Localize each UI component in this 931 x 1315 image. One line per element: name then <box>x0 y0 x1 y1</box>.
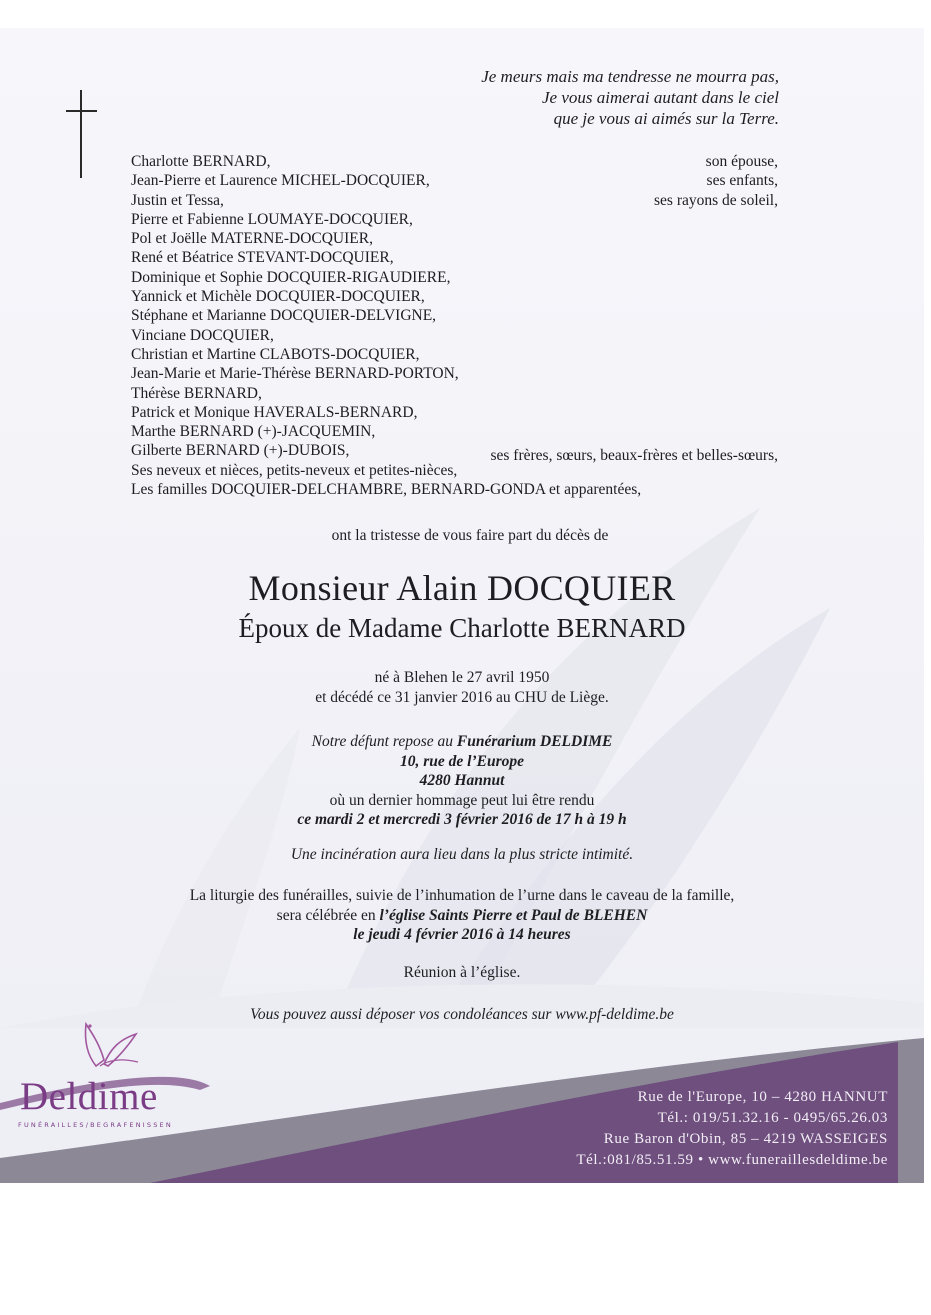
family-line: Thérèse BERNARD, <box>131 384 262 402</box>
condolences-note: Vous pouvez aussi déposer vos condoléances sur www.pf-deldime.be <box>250 1006 674 1023</box>
family-line: Justin et Tessa, <box>131 191 224 209</box>
funerarium-name: Funérarium DELDIME <box>456 733 613 750</box>
relation-children: ses enfants, <box>706 172 778 190</box>
contact-line: Rue de l'Europe, 10 – 4280 HANNUT <box>637 1089 888 1105</box>
family-line: Dominique et Sophie DOCQUIER-RIGAUDIERE, <box>131 268 451 286</box>
contact-line: Tél.:081/85.51.59 • www.funeraillesdeldime.be <box>576 1152 888 1168</box>
family-line: Jean-Marie et Marie-Thérèse BERNARD-PORTON, <box>131 365 459 383</box>
relation-siblings: ses frères, sœurs, beaux-frères et belles-sœurs, <box>490 447 778 464</box>
contact-line: Tél.: 019/51.32.16 - 0495/65.26.03 <box>657 1110 888 1126</box>
contact-info <box>576 1087 888 1171</box>
family-line: Charlotte BERNARD, <box>131 153 271 170</box>
family-line: Gilberte BERNARD (+)-DUBOIS, <box>131 442 350 460</box>
family-line: Pierre et Fabienne LOUMAYE-DOCQUIER, <box>131 210 413 228</box>
quote-line: Je meurs mais ma tendresse ne mourra pas, <box>481 67 779 86</box>
family-line: Marthe BERNARD (+)-JACQUEMIN, <box>131 423 376 441</box>
church-name: l’église Saints Pierre et Paul de BLEHEN <box>379 906 648 924</box>
incineration-note: Une incinération aura lieu dans la plus stricte intimité. <box>290 846 634 863</box>
relation-spouse: son épouse, <box>705 153 778 170</box>
quote-line: que je vous ai aimés sur la Terre. <box>553 109 779 128</box>
funerarium-street: 10, rue de l’Europe <box>400 752 524 770</box>
tribute-line: où un dernier hommage peut lui être rendu <box>329 791 595 809</box>
family-line: René et Béatrice STEVANT-DOCQUIER, <box>131 249 394 267</box>
family-line: Jean-Pierre et Laurence MICHEL-DOCQUIER, <box>131 172 430 190</box>
liturgy-line: La liturgie des funérailles, suivie de l’inhumation de l’urne dans le caveau de la famille, <box>189 887 735 904</box>
family-line: Ses neveux et nièces, petits-neveux et petites-nièces, <box>131 461 458 479</box>
birth-line: né à Blehen le 27 avril 1950 <box>374 669 550 686</box>
family-line: Yannick et Michèle DOCQUIER-DOCQUIER, <box>131 288 425 306</box>
liturgy-datetime: le jeudi 4 février 2016 à 14 heures <box>353 926 571 943</box>
brand-logo-tagline: FUNÉRAILLES/BEGRAFENISSEN <box>18 1121 173 1129</box>
funerarium-lead: Notre défunt repose au <box>311 733 457 750</box>
brand-logo-wordmark: Deldime <box>20 1075 158 1118</box>
footer-band <box>0 28 924 1183</box>
deceased-spouse: Époux de Madame Charlotte BERNARD <box>238 613 686 643</box>
relation-grandchildren: ses rayons de soleil, <box>654 191 778 209</box>
death-line: et décédé ce 31 janvier 2016 au CHU de Liège. <box>315 688 609 706</box>
liturgy-lead: sera célébrée en <box>276 906 380 924</box>
funerarium-city: 4280 Hannut <box>419 772 505 789</box>
family-line: Stéphane et Marianne DOCQUIER-DELVIGNE, <box>131 307 437 325</box>
family-line: Patrick et Monique HAVERALS-BERNARD, <box>131 403 418 421</box>
dove-logo-icon <box>78 1016 144 1070</box>
contact-line: Rue Baron d'Obin, 85 – 4219 WASSEIGES <box>603 1131 888 1147</box>
family-line: Christian et Martine CLABOTS-DOCQUIER, <box>131 345 420 363</box>
announcement-intro: ont la tristesse de vous faire part du décès de <box>331 527 609 544</box>
obituary-sheet <box>0 28 924 1183</box>
quote-line: Je vous aimerai autant dans le ciel <box>541 88 779 107</box>
visiting-hours: ce mardi 2 et mercredi 3 février 2016 de 17 h à 19 h <box>297 811 627 828</box>
deceased-name: Monsieur Alain DOCQUIER <box>248 568 676 608</box>
family-line: Pol et Joëlle MATERNE-DOCQUIER, <box>131 230 373 248</box>
reunion-note: Réunion à l’église. <box>403 964 521 981</box>
family-line: Vinciane DOCQUIER, <box>131 326 274 344</box>
family-line: Les familles DOCQUIER-DELCHAMBRE, BERNARD-GONDA et apparentées, <box>131 481 642 499</box>
